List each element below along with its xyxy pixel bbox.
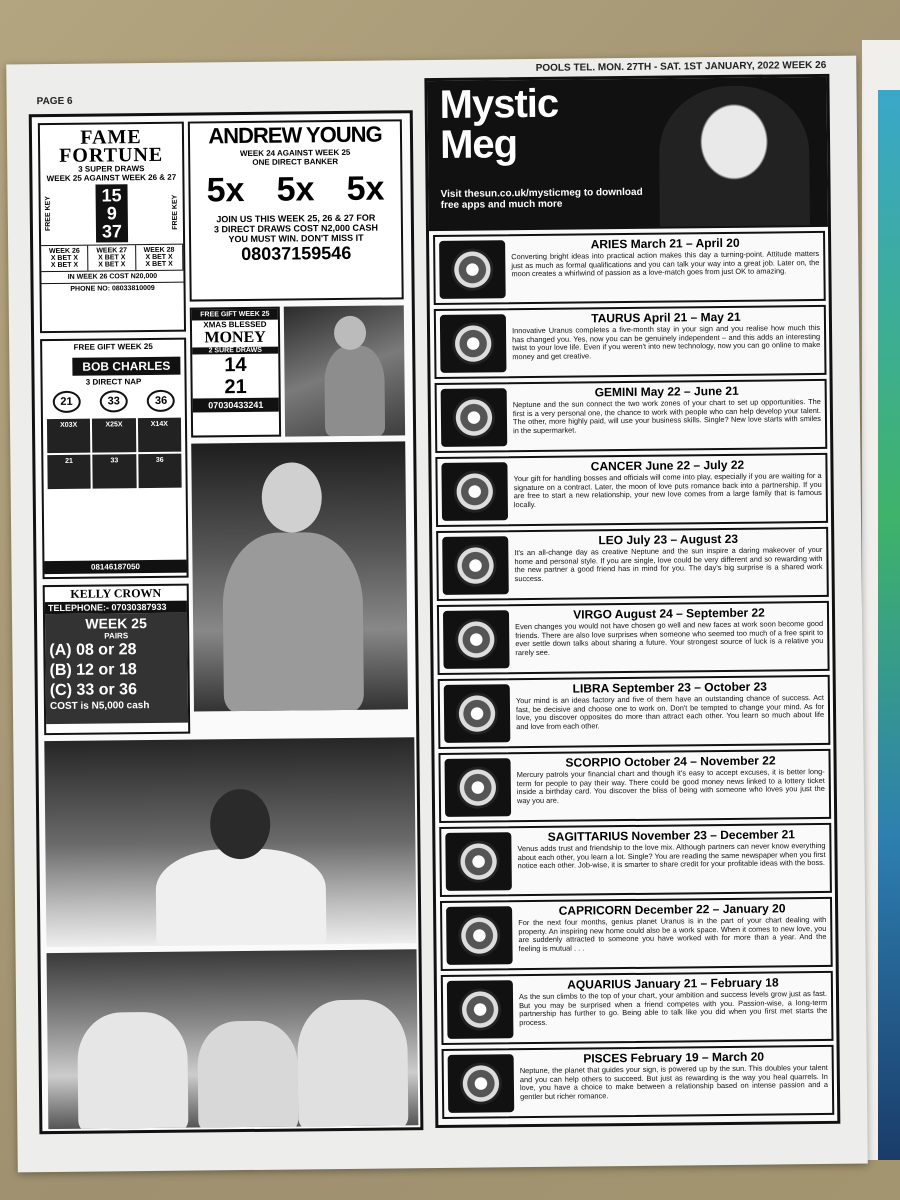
horoscope-entry	[439, 823, 832, 897]
newspaper-page	[6, 56, 868, 1173]
andrew-young-sub1: WEEK 24 AGAINST WEEK 25	[239, 147, 351, 159]
five-x-mark: 5x	[276, 170, 315, 209]
fame-fortune-key	[40, 182, 183, 245]
nap-ball: 36	[147, 390, 175, 412]
xmas-top: FREE GIFT WEEK 25	[192, 309, 278, 321]
sign-name: LIBRA September 23 – October 23	[572, 679, 767, 696]
fame-fortune-draws: 3 SUPER DRAWS	[78, 164, 145, 174]
ram-icon	[439, 240, 506, 299]
xmas-phone: 07030433241	[193, 398, 279, 413]
pools-advert-column	[29, 110, 424, 1134]
sign-text: Converting bright ideas into practical action makes this day a turning-point. Attitude matters just as much as formal qualifications and you can talk your way into a great job. Later on, the moon creates a whirlwind of passion as a love-match goes from just OK to amazing.	[511, 248, 820, 279]
sign-name: TAURUS April 21 – May 21	[591, 309, 741, 326]
bob-charles-advert	[40, 338, 189, 580]
sign-text: Innovative Uranus completes a five-month stay in your sign and you realise how much this has changed you. Yes, now you can be genuinely independent – and this adds an interesting twist to your love life. Even if you weren't into new technology, now you can go online to make money and get creative.	[511, 322, 821, 361]
nap-ball: 21	[52, 391, 80, 413]
mystic-meg-portrait	[658, 85, 809, 227]
andrew-young-sub2: ONE DIRECT BANKER	[252, 157, 339, 167]
sign-name: CAPRICORN December 22 – January 20	[558, 901, 786, 918]
horoscope-entry	[437, 601, 830, 675]
kelly-crown-cost: COST is N5,000 cash	[49, 700, 150, 713]
pair-line: (A) 08 or 28	[49, 641, 137, 660]
goat-icon	[446, 906, 513, 965]
fame-fortune-cost: IN WEEK 26 COST N20,000	[41, 270, 183, 283]
kelly-crown-title: KELLY CROWN	[70, 585, 162, 601]
bob-charles-sub: 3 DIRECT NAP	[85, 377, 142, 387]
sign-text: Mercury patrols your financial chart and though it's easy to accept excuses, it is better long-term for people to pay their way. There could be good money news linked to a lottery ticket inside a birthday card. You discover the bliss of being with someone who loves you just the way you are.	[516, 766, 825, 805]
sign-name: LEO July 23 – August 23	[598, 531, 739, 548]
fame-fortune-week-table	[41, 244, 183, 271]
mystic-meg-visit-text: Visit thesun.co.uk/mysticmeg to download free apps and much more	[440, 186, 643, 211]
horoscope-entry	[435, 379, 828, 453]
fame-fortune-logo: FAME FORTUNE	[59, 126, 164, 167]
horoscope-entry	[435, 453, 828, 527]
andrew-young-join2: 3 DIRECT DRAWS COST N2,000 CASH	[213, 222, 379, 235]
horoscope-entry	[434, 305, 827, 379]
result-cell: X14X	[138, 418, 182, 452]
sign-name: CANCER June 22 – July 22	[590, 457, 745, 474]
sign-text: Venus adds trust and friendship to the love mix. Although partners can never know everything about each other, you learn a lot. Single? You are reading the same newspaper when you first notice each other. Job-wise, it is smarter to share credit for your profitable ideas with the boss.	[517, 840, 826, 871]
sign-text: Your mind is an ideas factory and five of them have an outstanding chance of success. Act fast, be decisive and choose one to work on. Don't be tempted to change your mind. As for love, you discover opposites do more than attract each other. You learn so much about life and love from each other.	[515, 692, 825, 731]
sign-name: SAGITTARIUS November 23 – December 21	[547, 827, 795, 844]
horoscope-entry	[436, 527, 829, 601]
crab-icon	[441, 462, 508, 521]
week-col: WEEK 27 X BET X X BET X	[88, 245, 136, 270]
xmas-sure: 2 SURE DRAWS	[192, 347, 278, 355]
fame-fortune-weeks: WEEK 25 AGAINST WEEK 26 & 27	[46, 172, 177, 184]
sign-text: Neptune, the planet that guides your sign, is powered up by the sun. This doubles your talent and you can help others to succeed. But just as rewarding is the way you heal quarrels. In love, you have a choice to make between a relationship based on intense passion and a gentler but richer romance.	[519, 1062, 828, 1101]
nap-ball: 33	[100, 390, 128, 412]
bob-charles-result-grid	[43, 416, 186, 491]
sign-name: ARIES March 21 – April 20	[590, 235, 740, 252]
footballer-photo-small	[284, 305, 405, 436]
sign-text: For the next four months, genius planet Uranus is in the part of your chart dealing with property. An inspiring new home could also be a work space. When it comes to new love, you are suddenly attracted to someone you have worked with for more than a year. And the feeling is mutual . . .	[518, 914, 827, 953]
free-key-label: FREE KEY	[44, 196, 52, 232]
key-number: 15	[101, 185, 122, 206]
sign-name: VIRGO August 24 – September 22	[573, 605, 765, 622]
sign-text: Neptune and the sun connect the two work zones of your chart to set up opportunities. The first is a very personal one, the chance to work with people who can help develop your talent. The other, more highly paid, will use your business skills. Single? New love starts with smiles in the supermarket.	[512, 396, 822, 435]
pair-line: (C) 33 or 36	[49, 681, 138, 700]
week-col: WEEK 28 X BET X X BET X	[136, 245, 184, 270]
mystic-meg-header	[427, 77, 828, 231]
team-celebration-photo	[47, 949, 419, 1129]
xmas-title: XMAS BLESSED	[203, 319, 267, 330]
fame-fortune-advert	[38, 122, 186, 334]
fish-icon	[448, 1054, 515, 1113]
andrew-young-join3: YOU MUST WIN. DON'T MISS IT	[228, 232, 364, 245]
andrew-young-advert	[188, 119, 404, 301]
kelly-crown-body	[45, 613, 188, 724]
sign-name: PISCES February 19 – March 20	[583, 1049, 765, 1066]
result-cell: 36	[138, 454, 182, 488]
scorpion-icon	[445, 758, 512, 817]
fame-fortune-phone: PHONE NO: 08033810009	[42, 282, 184, 295]
horoscope-entry	[441, 971, 834, 1045]
xmas-money-advert	[190, 307, 281, 438]
footballer-photo-large	[191, 441, 408, 711]
bob-charles-title: BOB CHARLES	[72, 357, 180, 376]
adjacent-page-color-strip	[878, 90, 900, 1160]
kelly-crown-advert	[43, 584, 191, 736]
pair-line: (B) 12 or 18	[49, 661, 137, 680]
page-header-right: POOLS TEL. MON. 27TH - SAT. 1ST JANUARY, 2022 WEEK 26	[535, 59, 827, 74]
kelly-crown-phone: TELEPHONE:- 07030387933	[45, 601, 187, 614]
lion-icon	[442, 536, 509, 595]
bob-charles-phone: 08146187050	[44, 560, 186, 574]
sign-text: Even changes you would not have chosen go well and new faces at work soon become good friends. There are also love surprises when someone who seemed too much of a free spirit to ever settle down talks about sharing a future. Your strongest source of luck is a relative you rarely see.	[515, 618, 824, 657]
archer-icon	[445, 832, 512, 891]
result-cell: 33	[93, 454, 137, 488]
kelly-crown-week: WEEK 25	[85, 615, 147, 632]
scales-icon	[444, 684, 511, 743]
result-cell: X03X	[47, 419, 91, 453]
result-cell: X25X	[92, 418, 136, 452]
andrew-young-fives	[190, 169, 400, 210]
sign-text: It's an all-change day as creative Neptune and the sun inspire a daring makeover of your home and personal style. If you are single, love could be very different and so rewarding with the new partner a good friend has in mind for you. The day's big surprise is a shared work success.	[514, 544, 823, 583]
key-number: 9	[106, 203, 117, 224]
kelly-crown-pairs-label: PAIRS	[104, 631, 129, 641]
sign-name: SCORPIO October 24 – November 22	[565, 753, 776, 770]
xmas-number: 14	[224, 353, 247, 377]
bob-charles-balls	[43, 390, 185, 413]
free-key-label: FREE KEY	[171, 195, 179, 231]
key-numbers	[95, 184, 128, 242]
result-cell: 21	[47, 455, 91, 489]
virgin-icon	[443, 610, 510, 669]
horoscope-entry	[438, 675, 831, 749]
sign-text: As the sun climbs to the top of your chart, your ambition and success levels grow just as fast. But you may be surprised when a friend competes with you. Passion-wise, a long-term partnership has further to go. Being able to talk like you did when you first met starts the process.	[518, 988, 828, 1027]
page-number-left: PAGE 6	[36, 95, 73, 108]
bull-icon	[440, 314, 507, 373]
mystic-meg-title: Mystic Meg	[439, 81, 559, 167]
key-number: 37	[101, 221, 123, 242]
week-col: WEEK 26 X BET X X BET X	[41, 246, 89, 271]
sign-name: AQUARIUS January 21 – February 18	[567, 975, 779, 992]
sign-name: GEMINI May 22 – June 21	[594, 383, 739, 400]
andrew-young-title: ANDREW YOUNG	[208, 121, 382, 149]
horoscope-entry	[440, 897, 833, 971]
andrew-young-phone: 08037159546	[241, 242, 352, 265]
water-bearer-icon	[447, 980, 514, 1039]
horoscope-entry	[442, 1045, 835, 1119]
celebrating-player-photo	[44, 737, 416, 947]
bob-charles-top: FREE GIFT WEEK 25	[73, 341, 153, 352]
andrew-young-join1: JOIN US THIS WEEK 25, 26 & 27 FOR	[216, 212, 376, 225]
twins-icon	[441, 388, 508, 447]
horoscope-list	[433, 231, 834, 1123]
horoscope-column	[424, 74, 840, 1128]
horoscope-entry	[438, 749, 831, 823]
sign-text: Your gift for handling bosses and officials will come into play, especially if you are waiting for a signature on a contract. Later, the moon of love puts romance back into a partnership. If you are free to start a new relationship, your new love comes from a large family that is famous locally.	[513, 470, 822, 509]
xmas-number: 21	[224, 375, 247, 399]
five-x-mark: 5x	[206, 170, 245, 210]
horoscope-entry	[433, 231, 826, 305]
five-x-mark: 5x	[346, 169, 385, 208]
xmas-money: MONEY	[204, 328, 266, 347]
